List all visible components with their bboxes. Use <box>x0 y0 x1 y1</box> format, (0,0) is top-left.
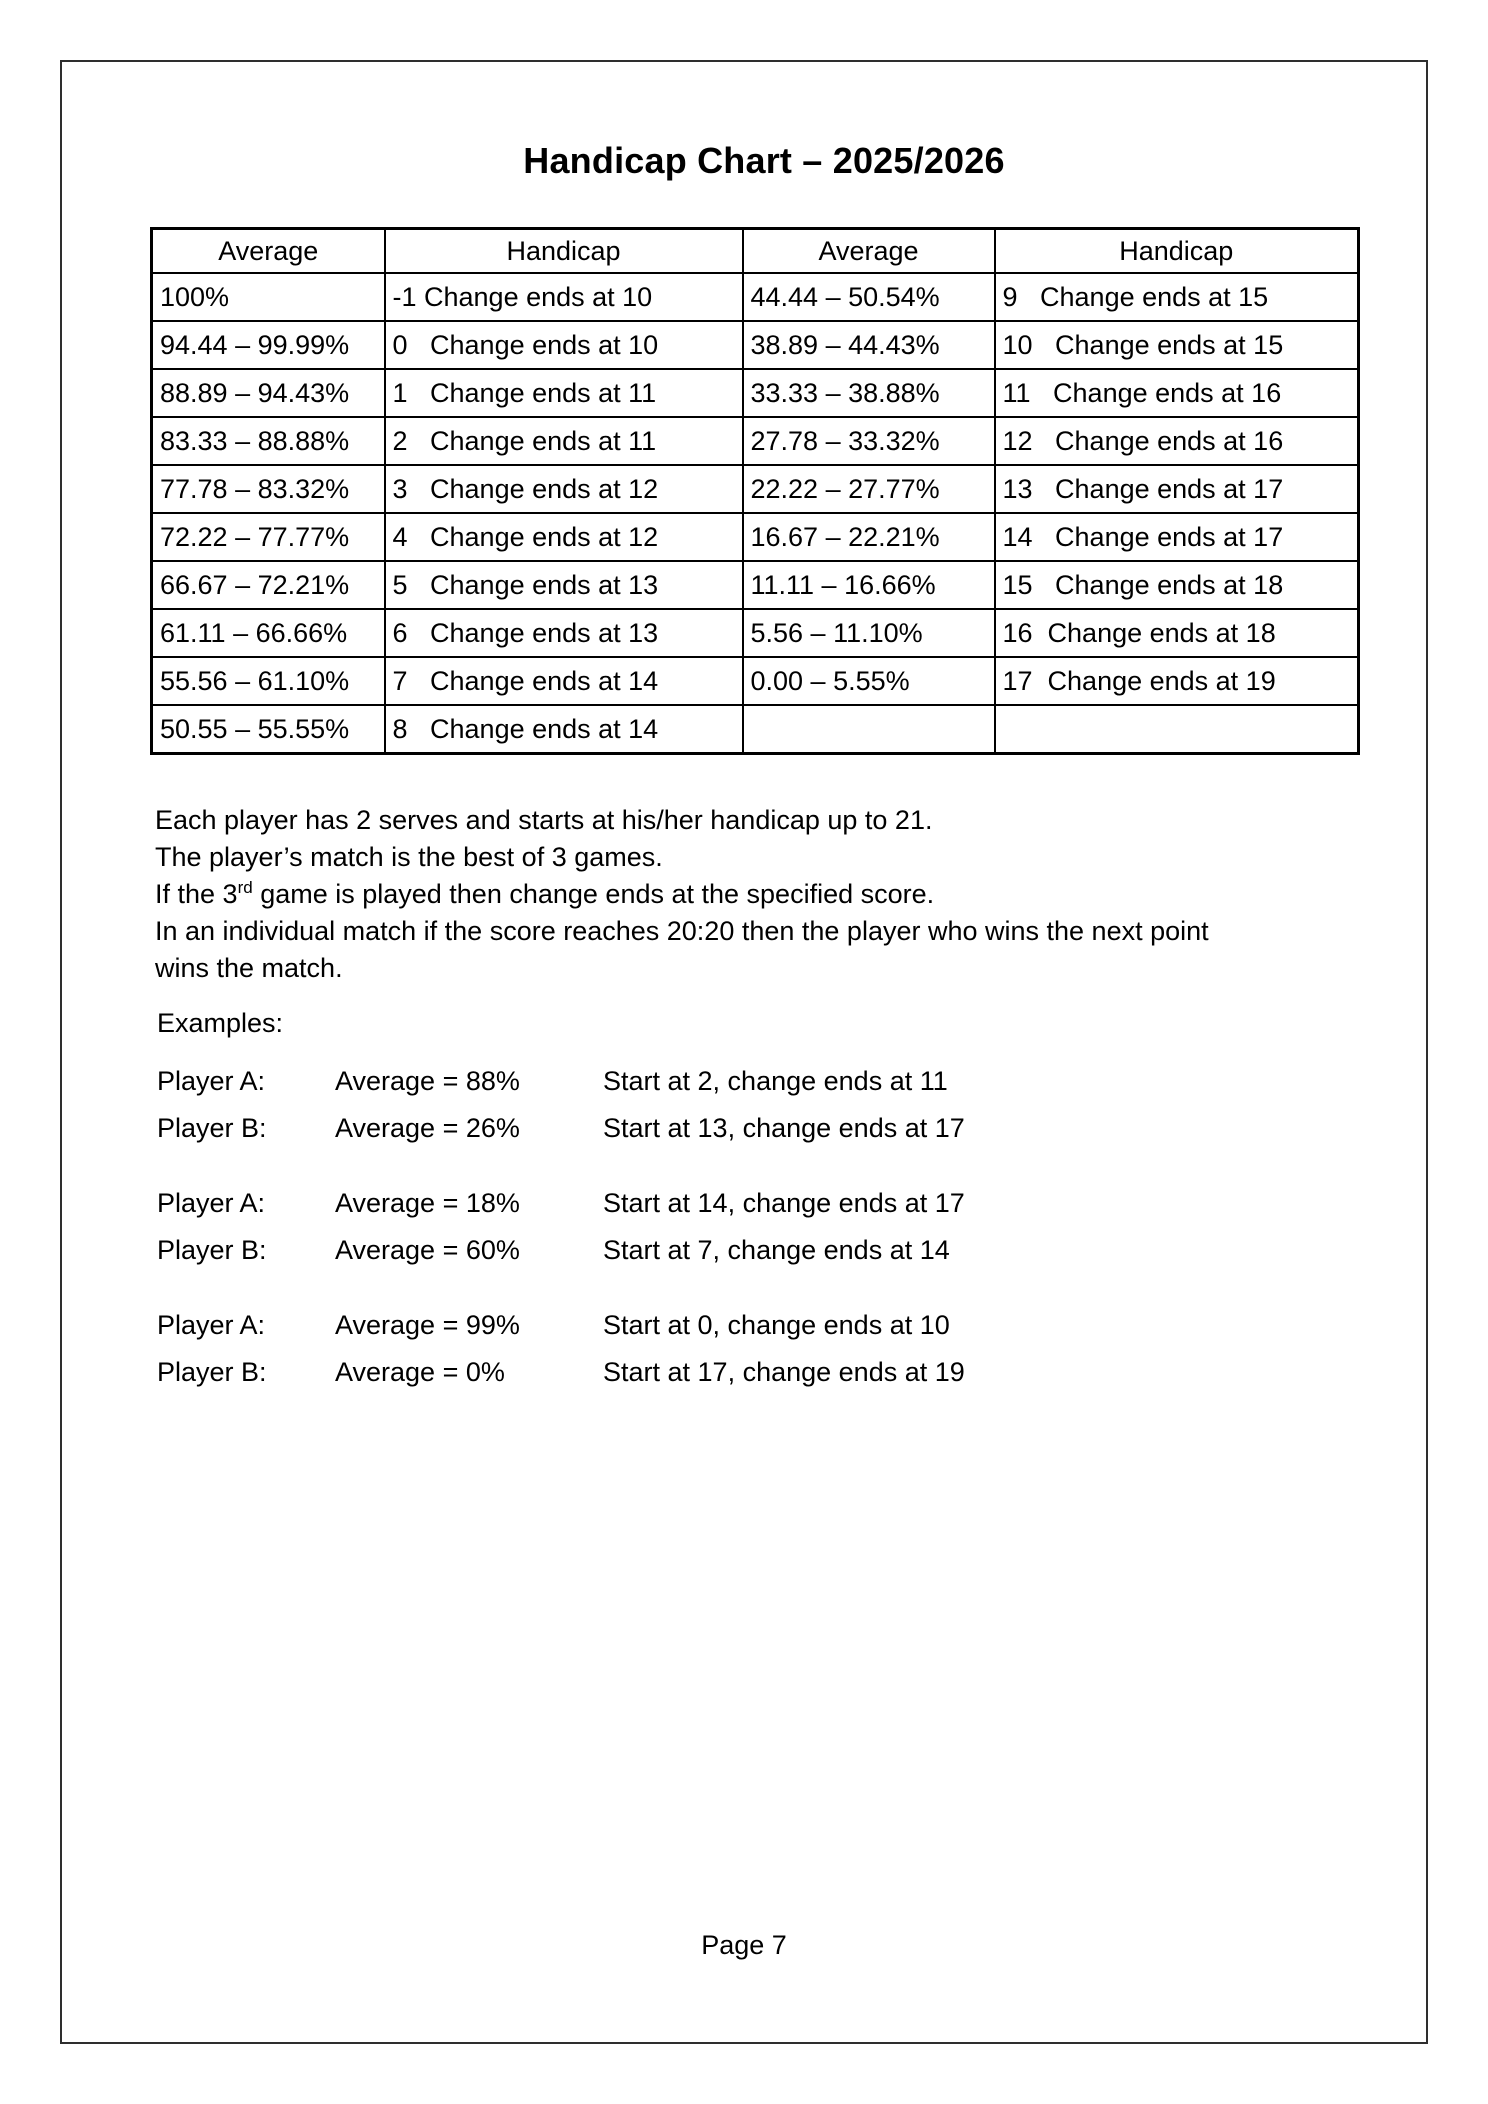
handicap-cell: 5 Change ends at 13 <box>385 561 743 609</box>
player-label: Player A: <box>157 1188 266 1218</box>
table-row <box>152 609 1359 657</box>
average-cell: 55.56 – 61.10% <box>152 657 385 705</box>
player-label: Player B: <box>157 1113 267 1143</box>
examples-heading: Examples: <box>157 1008 284 1038</box>
header-average-left: Average <box>152 229 385 274</box>
example-row <box>157 1233 1357 1267</box>
handicap-cell: 15 Change ends at 18 <box>995 561 1359 609</box>
ordinal-superscript: rd <box>237 878 253 897</box>
handicap-cell: 8 Change ends at 14 <box>385 705 743 754</box>
example-row <box>157 1308 1357 1342</box>
average-cell: 22.22 – 27.77% <box>743 465 995 513</box>
start-detail: Start at 0, change ends at 10 <box>603 1310 950 1340</box>
start-detail: Start at 17, change ends at 19 <box>603 1357 965 1387</box>
handicap-cell: 17 Change ends at 19 <box>995 657 1359 705</box>
average-cell: 0.00 – 5.55% <box>743 657 995 705</box>
player-label: Player A: <box>157 1066 266 1096</box>
rule-line <box>155 876 1365 913</box>
average-cell: 100% <box>152 273 385 321</box>
handicap-cell: 7 Change ends at 14 <box>385 657 743 705</box>
table-row <box>152 321 1359 369</box>
average-cell: 16.67 – 22.21% <box>743 513 995 561</box>
example-row <box>157 1186 1357 1220</box>
average-value: Average = 60% <box>335 1235 520 1265</box>
handicap-cell: 10 Change ends at 15 <box>995 321 1359 369</box>
average-cell: 94.44 – 99.99% <box>152 321 385 369</box>
handicap-table <box>150 227 1360 755</box>
table-row <box>152 705 1359 754</box>
example-row <box>157 1111 1357 1145</box>
page-number: Page 7 <box>701 1930 787 1960</box>
average-value: Average = 0% <box>335 1357 505 1387</box>
average-cell: 38.89 – 44.43% <box>743 321 995 369</box>
average-cell: 61.11 – 66.66% <box>152 609 385 657</box>
start-detail: Start at 14, change ends at 17 <box>603 1188 965 1218</box>
average-cell: 50.55 – 55.55% <box>152 705 385 754</box>
handicap-cell: 2 Change ends at 11 <box>385 417 743 465</box>
rule-line: Each player has 2 serves and starts at his/her handicap up to 21. <box>155 805 933 835</box>
handicap-cell <box>995 705 1359 754</box>
table-header-row <box>152 229 1359 274</box>
handicap-cell: 14 Change ends at 17 <box>995 513 1359 561</box>
handicap-cell: 9 Change ends at 15 <box>995 273 1359 321</box>
table-row <box>152 273 1359 321</box>
average-cell: 27.78 – 33.32% <box>743 417 995 465</box>
handicap-cell: -1 Change ends at 10 <box>385 273 743 321</box>
rule-line-text: game is played then change ends at the specified score. <box>252 879 935 909</box>
average-cell: 33.33 – 38.88% <box>743 369 995 417</box>
average-value: Average = 26% <box>335 1113 520 1143</box>
rule-line: In an individual match if the score reaches 20:20 then the player who wins the next point <box>155 916 1209 946</box>
example-row <box>157 1355 1357 1389</box>
rule-line: wins the match. <box>155 953 343 983</box>
header-average-right: Average <box>743 229 995 274</box>
handicap-cell: 11 Change ends at 16 <box>995 369 1359 417</box>
average-cell: 11.11 – 16.66% <box>743 561 995 609</box>
header-handicap-right: Handicap <box>995 229 1359 274</box>
table-row <box>152 513 1359 561</box>
header-handicap-left: Handicap <box>385 229 743 274</box>
example-row <box>157 1064 1357 1098</box>
table-row <box>152 465 1359 513</box>
handicap-cell: 4 Change ends at 12 <box>385 513 743 561</box>
table-row <box>152 369 1359 417</box>
handicap-cell: 12 Change ends at 16 <box>995 417 1359 465</box>
player-label: Player B: <box>157 1357 267 1387</box>
start-detail: Start at 7, change ends at 14 <box>603 1235 950 1265</box>
rules-paragraph <box>155 802 1365 987</box>
rule-line: The player’s match is the best of 3 games. <box>155 842 663 872</box>
average-cell: 66.67 – 72.21% <box>152 561 385 609</box>
average-cell: 5.56 – 11.10% <box>743 609 995 657</box>
table-row <box>152 561 1359 609</box>
handicap-cell: 1 Change ends at 11 <box>385 369 743 417</box>
average-value: Average = 99% <box>335 1310 520 1340</box>
average-value: Average = 18% <box>335 1188 520 1218</box>
average-cell: 83.33 – 88.88% <box>152 417 385 465</box>
player-label: Player B: <box>157 1235 267 1265</box>
handicap-cell: 0 Change ends at 10 <box>385 321 743 369</box>
rule-line-text: If the 3 <box>155 879 238 909</box>
average-cell <box>743 705 995 754</box>
average-cell: 77.78 – 83.32% <box>152 465 385 513</box>
average-cell: 44.44 – 50.54% <box>743 273 995 321</box>
player-label: Player A: <box>157 1310 266 1340</box>
start-detail: Start at 13, change ends at 17 <box>603 1113 965 1143</box>
handicap-cell: 16 Change ends at 18 <box>995 609 1359 657</box>
start-detail: Start at 2, change ends at 11 <box>603 1066 948 1096</box>
average-cell: 88.89 – 94.43% <box>152 369 385 417</box>
table-row <box>152 417 1359 465</box>
page-title: Handicap Chart – 2025/2026 <box>523 140 1005 181</box>
handicap-cell: 3 Change ends at 12 <box>385 465 743 513</box>
handicap-cell: 13 Change ends at 17 <box>995 465 1359 513</box>
table-row <box>152 657 1359 705</box>
average-value: Average = 88% <box>335 1066 520 1096</box>
average-cell: 72.22 – 77.77% <box>152 513 385 561</box>
handicap-cell: 6 Change ends at 13 <box>385 609 743 657</box>
